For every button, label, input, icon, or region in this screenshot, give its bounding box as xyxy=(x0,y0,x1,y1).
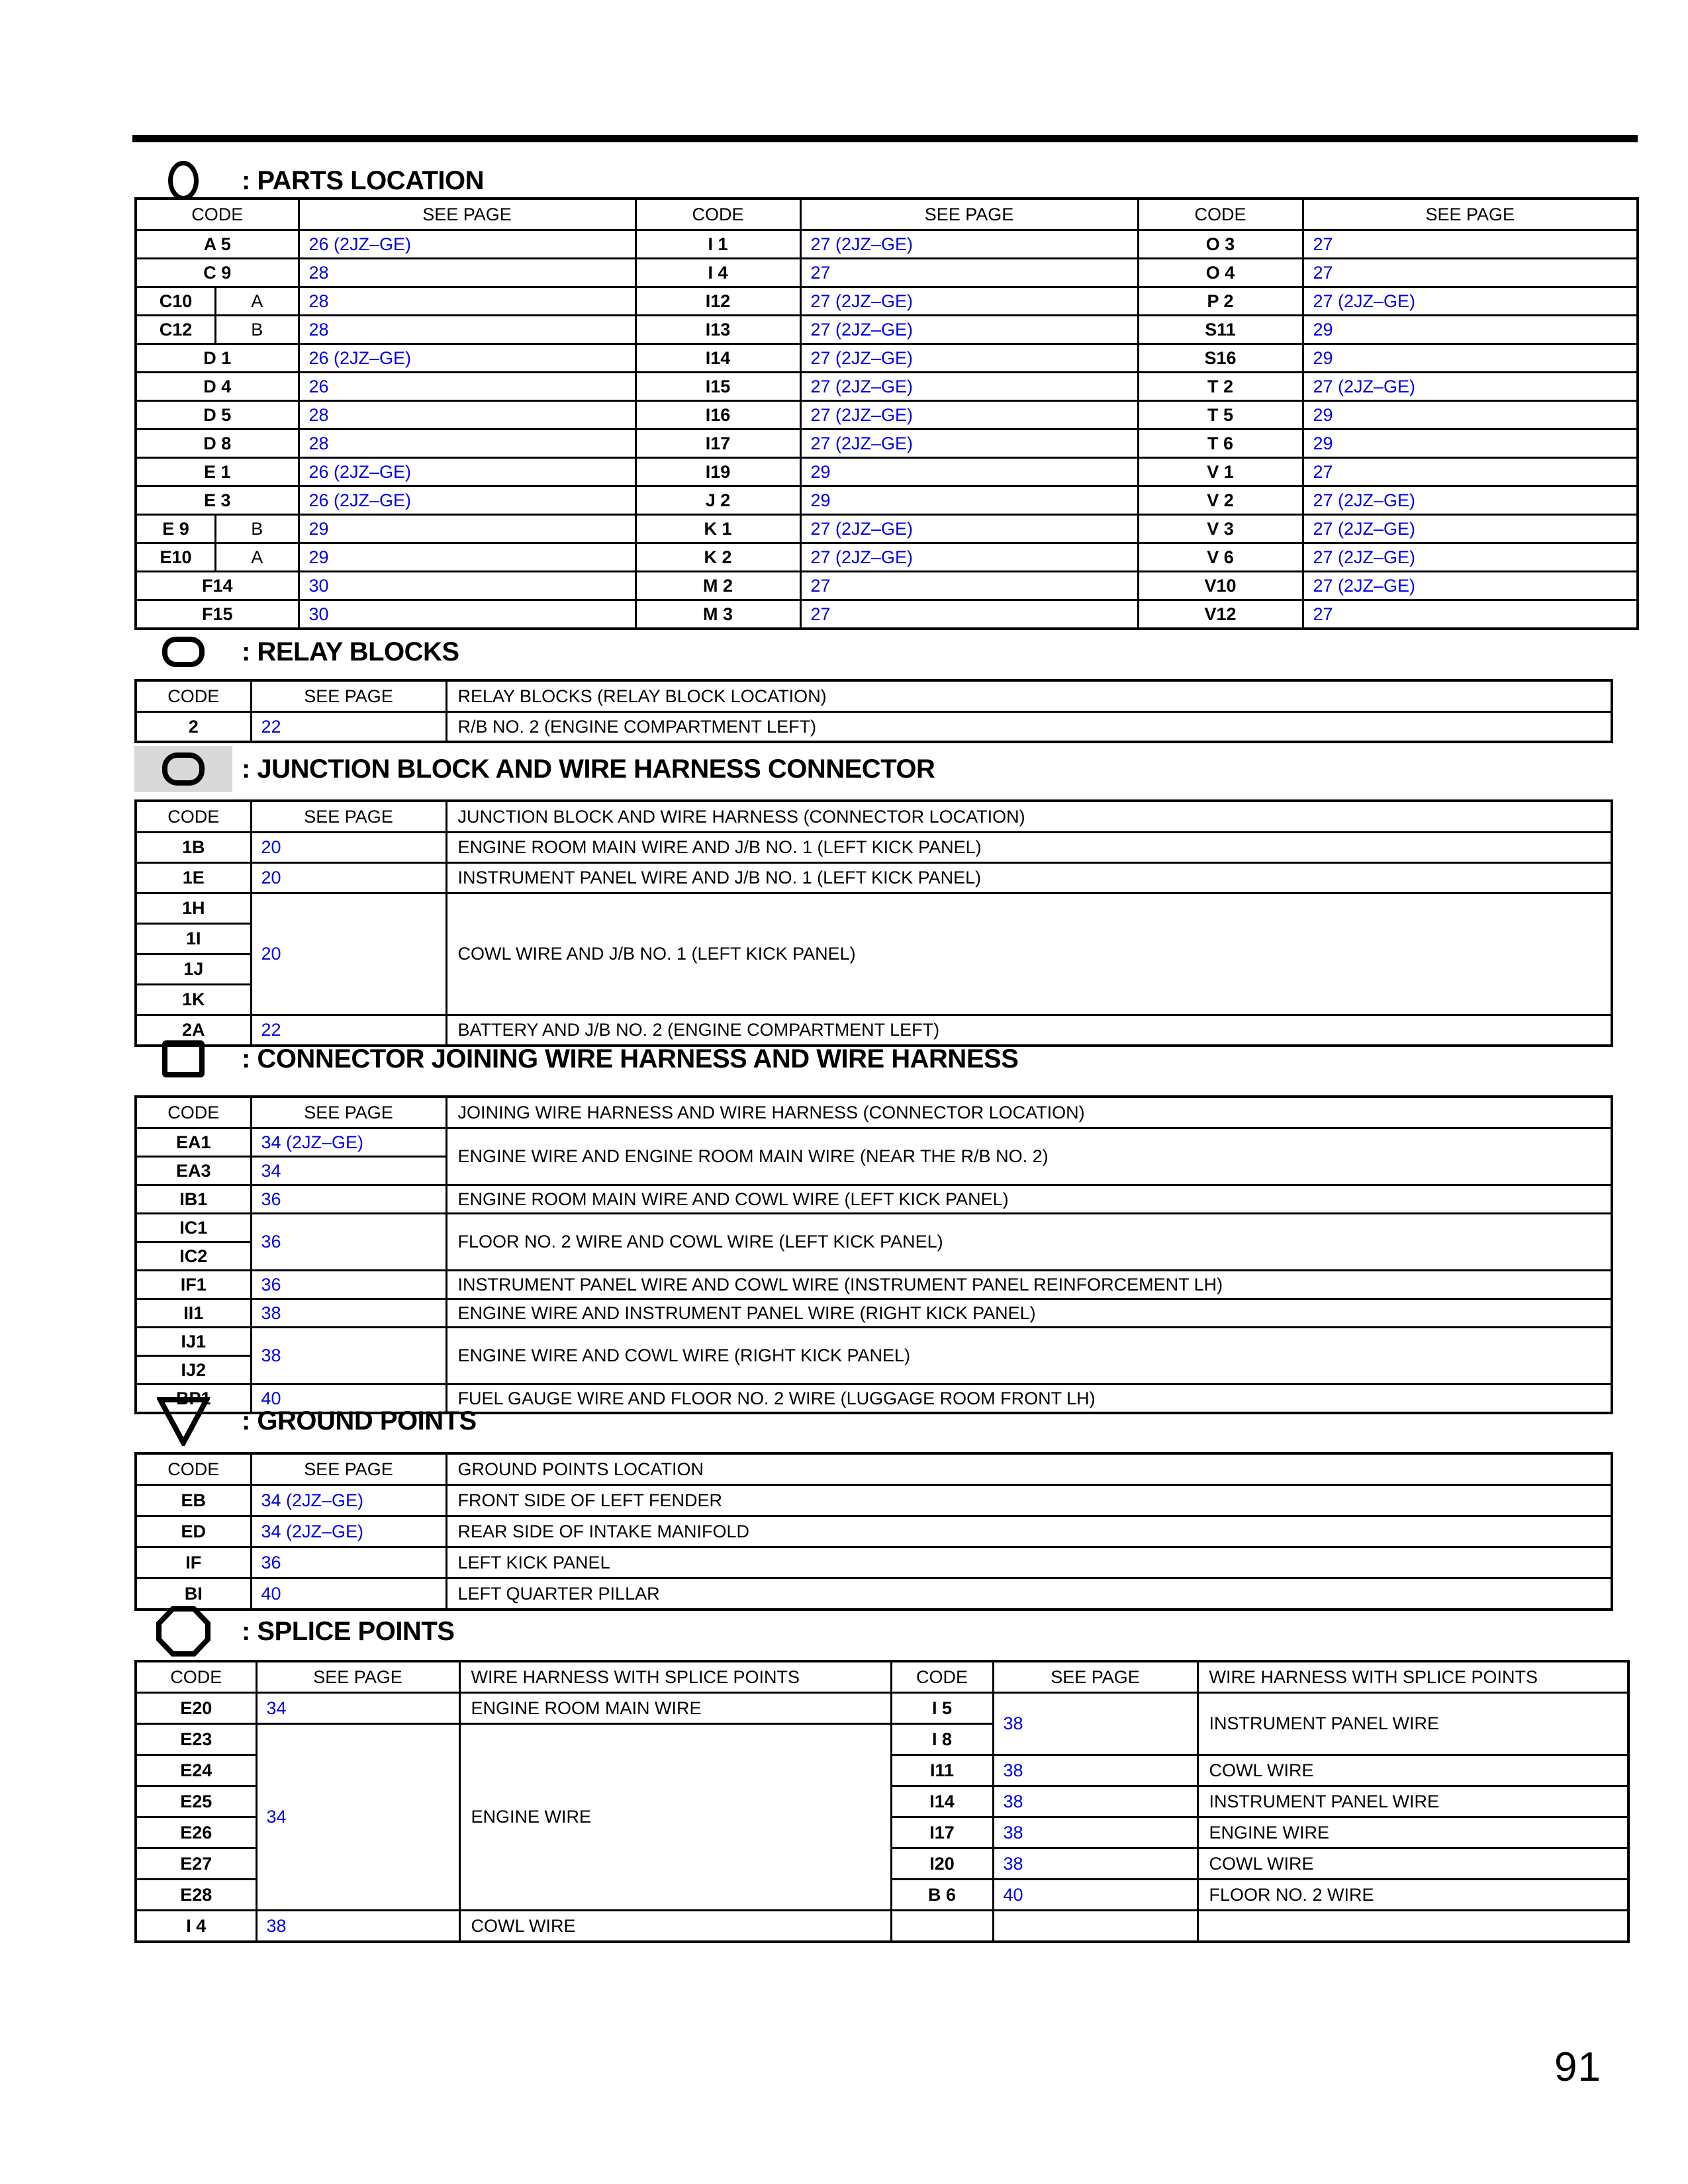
code-cell xyxy=(136,515,299,543)
code-cell: BI xyxy=(136,1578,251,1610)
see-page-cell[interactable]: 29 xyxy=(1303,430,1638,458)
see-page-cell[interactable]: 34 (2JZ–GE) xyxy=(251,1485,446,1516)
code-cell: B 6 xyxy=(891,1880,993,1911)
description-cell: FUEL GAUGE WIRE AND FLOOR NO. 2 WIRE (LUGGAGE ROOM FRONT LH) xyxy=(446,1385,1612,1414)
table-header-row xyxy=(136,801,1612,833)
table-row xyxy=(136,1128,1612,1157)
section-ground-points xyxy=(134,1396,477,1446)
see-page-cell[interactable]: 30 xyxy=(299,572,635,600)
table-row xyxy=(136,401,1638,430)
section-title-relay-blocks: : RELAY BLOCKS xyxy=(242,637,459,666)
code-cell: C 9 xyxy=(136,259,299,287)
table-row xyxy=(136,458,1638,486)
see-page-cell[interactable]: 34 xyxy=(256,1724,459,1911)
table-row xyxy=(136,1299,1612,1328)
code-cell: I 8 xyxy=(891,1724,993,1755)
see-page-cell[interactable]: 27 (2JZ–GE) xyxy=(800,316,1138,344)
code-cell: E 1 xyxy=(136,458,299,486)
see-page-cell[interactable]: 22 xyxy=(251,712,446,743)
column-header: SEE PAGE xyxy=(299,199,635,230)
code-cell: I14 xyxy=(635,344,800,373)
table-row xyxy=(136,373,1638,401)
code-cell: 2A xyxy=(136,1015,251,1046)
relay-blocks-table xyxy=(134,679,1613,743)
code-letter-split xyxy=(137,316,298,343)
code-cell: F15 xyxy=(136,600,299,629)
see-page-cell[interactable]: 27 xyxy=(1303,259,1638,287)
code-cell: IF1 xyxy=(136,1271,251,1299)
description-cell: LEFT QUARTER PILLAR xyxy=(446,1578,1612,1610)
code-cell: EA1 xyxy=(136,1128,251,1157)
description-cell: LEFT KICK PANEL xyxy=(446,1547,1612,1578)
ground-points-table xyxy=(134,1452,1613,1611)
see-page-cell[interactable]: 28 xyxy=(299,316,635,344)
code-cell xyxy=(136,316,299,344)
table-header-row xyxy=(136,199,1638,230)
table-row xyxy=(136,259,1638,287)
splice-points-table xyxy=(134,1660,1630,1943)
see-page-cell[interactable]: 26 (2JZ–GE) xyxy=(299,344,635,373)
column-header: SEE PAGE xyxy=(800,199,1138,230)
see-page-cell[interactable]: 38 xyxy=(993,1755,1197,1786)
see-page-cell[interactable]: 27 (2JZ–GE) xyxy=(1303,543,1638,572)
code-cell: E 3 xyxy=(136,486,299,515)
code-label: C12 xyxy=(159,319,193,340)
top-rule xyxy=(132,135,1638,142)
column-header: JUNCTION BLOCK AND WIRE HARNESS (CONNECTOR LOCATION) xyxy=(446,801,1612,833)
table-row xyxy=(136,1185,1612,1214)
description-cell: REAR SIDE OF INTAKE MANIFOLD xyxy=(446,1516,1612,1547)
code-cell: I 4 xyxy=(635,259,800,287)
rounded-square-icon xyxy=(134,637,232,667)
parts-location-table xyxy=(134,197,1639,630)
see-page-cell[interactable]: 34 xyxy=(256,1693,459,1724)
code-cell: S11 xyxy=(1138,316,1303,344)
code-cell: IC1 xyxy=(136,1214,251,1242)
code-sub-letter: B xyxy=(214,316,298,343)
description-cell: COWL WIRE AND J/B NO. 1 (LEFT KICK PANEL) xyxy=(446,893,1612,1015)
see-page-cell[interactable]: 27 (2JZ–GE) xyxy=(800,515,1138,543)
see-page-cell[interactable]: 20 xyxy=(251,863,446,893)
code-cell: 2 xyxy=(136,712,251,743)
see-page-cell[interactable]: 38 xyxy=(993,1848,1197,1880)
see-page-cell[interactable]: 38 xyxy=(993,1693,1197,1755)
code-cell: E28 xyxy=(136,1880,256,1911)
see-page-cell[interactable]: 27 xyxy=(800,572,1138,600)
table-row xyxy=(136,1516,1612,1547)
column-header: SEE PAGE xyxy=(251,1097,446,1128)
table-row xyxy=(136,316,1638,344)
section-parts-location xyxy=(134,161,484,201)
table-row xyxy=(136,543,1638,572)
description-cell: ENGINE WIRE AND COWL WIRE (RIGHT KICK PANEL) xyxy=(446,1328,1612,1385)
code-cell: I 5 xyxy=(891,1693,993,1724)
column-header: CODE xyxy=(136,1097,251,1128)
code-cell: ED xyxy=(136,1516,251,1547)
table-row xyxy=(136,1547,1612,1578)
description-cell: FLOOR NO. 2 WIRE xyxy=(1197,1880,1628,1911)
code-cell: IC2 xyxy=(136,1242,251,1271)
description-cell: INSTRUMENT PANEL WIRE xyxy=(1197,1786,1628,1817)
table-row xyxy=(136,712,1612,743)
table-row xyxy=(136,833,1612,863)
code-cell: I16 xyxy=(635,401,800,430)
see-page-cell[interactable]: 28 xyxy=(299,401,635,430)
code-sub-letter: A xyxy=(214,288,298,314)
section-title-junction-block: : JUNCTION BLOCK AND WIRE HARNESS CONNECTOR xyxy=(242,754,935,784)
code-cell: E25 xyxy=(136,1786,256,1817)
description-cell: INSTRUMENT PANEL WIRE AND J/B NO. 1 (LEFT KICK PANEL) xyxy=(446,863,1612,893)
column-header: RELAY BLOCKS (RELAY BLOCK LOCATION) xyxy=(446,680,1612,712)
table-row xyxy=(136,515,1638,543)
rounded-square-shaded-icon xyxy=(134,746,232,792)
code-cell: 1E xyxy=(136,863,251,893)
column-header: WIRE HARNESS WITH SPLICE POINTS xyxy=(459,1661,891,1693)
table-row xyxy=(136,600,1638,629)
octagon-icon xyxy=(134,1606,232,1657)
code-cell xyxy=(891,1911,993,1942)
code-cell: T 5 xyxy=(1138,401,1303,430)
code-cell: D 5 xyxy=(136,401,299,430)
table-header-row xyxy=(136,1097,1612,1128)
see-page-cell[interactable]: 27 (2JZ–GE) xyxy=(1303,486,1638,515)
code-cell: S16 xyxy=(1138,344,1303,373)
code-cell: IJ2 xyxy=(136,1356,251,1385)
description-cell: ENGINE ROOM MAIN WIRE xyxy=(459,1693,891,1724)
circle-icon xyxy=(134,161,232,201)
code-label: E 9 xyxy=(162,518,189,539)
description-cell: ENGINE WIRE xyxy=(1197,1817,1628,1848)
code-label: C10 xyxy=(159,291,193,311)
column-header: JOINING WIRE HARNESS AND WIRE HARNESS (CONNECTOR LOCATION) xyxy=(446,1097,1612,1128)
description-cell: ENGINE WIRE AND ENGINE ROOM MAIN WIRE (NEAR THE R/B NO. 2) xyxy=(446,1128,1612,1185)
code-cell: F14 xyxy=(136,572,299,600)
code-letter-split xyxy=(137,544,298,570)
description-cell: INSTRUMENT PANEL WIRE xyxy=(1197,1693,1628,1755)
code-cell: D 1 xyxy=(136,344,299,373)
description-cell: R/B NO. 2 (ENGINE COMPARTMENT LEFT) xyxy=(446,712,1612,743)
code-cell: P 2 xyxy=(1138,287,1303,316)
description-cell: COWL WIRE xyxy=(1197,1848,1628,1880)
see-page-cell[interactable]: 27 (2JZ–GE) xyxy=(800,543,1138,572)
code-cell: E24 xyxy=(136,1755,256,1786)
code-cell: I15 xyxy=(635,373,800,401)
code-cell: V 1 xyxy=(1138,458,1303,486)
code-cell: I14 xyxy=(891,1786,993,1817)
table-row xyxy=(136,230,1638,259)
code-cell: 1I xyxy=(136,924,251,954)
column-header: CODE xyxy=(635,199,800,230)
code-cell: I12 xyxy=(635,287,800,316)
column-header: GROUND POINTS LOCATION xyxy=(446,1453,1612,1485)
see-page-cell[interactable]: 27 (2JZ–GE) xyxy=(1303,287,1638,316)
table-row xyxy=(136,893,1612,924)
column-header: WIRE HARNESS WITH SPLICE POINTS xyxy=(1197,1661,1628,1693)
see-page-cell[interactable]: 36 xyxy=(251,1214,446,1271)
description-cell: ENGINE ROOM MAIN WIRE AND COWL WIRE (LEFT KICK PANEL) xyxy=(446,1185,1612,1214)
column-header: SEE PAGE xyxy=(251,801,446,833)
code-cell: I20 xyxy=(891,1848,993,1880)
see-page-cell[interactable]: 27 xyxy=(800,259,1138,287)
column-header: CODE xyxy=(136,801,251,833)
table-row xyxy=(136,430,1638,458)
description-cell: COWL WIRE xyxy=(459,1911,891,1942)
description-cell: COWL WIRE xyxy=(1197,1755,1628,1786)
column-header: CODE xyxy=(136,1453,251,1485)
code-sub-letter: A xyxy=(214,544,298,570)
table-row xyxy=(136,486,1638,515)
code-cell: IB1 xyxy=(136,1185,251,1214)
see-page-cell[interactable]: 26 (2JZ–GE) xyxy=(299,230,635,259)
table-row xyxy=(136,1271,1612,1299)
code-cell: II1 xyxy=(136,1299,251,1328)
code-cell: V12 xyxy=(1138,600,1303,629)
table-row xyxy=(136,1911,1628,1942)
table-row xyxy=(136,344,1638,373)
table-row xyxy=(136,1214,1612,1242)
see-page-cell[interactable]: 20 xyxy=(251,833,446,863)
section-junction-block xyxy=(134,746,935,792)
column-header: CODE xyxy=(891,1661,993,1693)
see-page-cell[interactable]: 34 xyxy=(251,1157,446,1185)
see-page-cell xyxy=(993,1911,1197,1942)
code-cell: J 2 xyxy=(635,486,800,515)
code-cell: E27 xyxy=(136,1848,256,1880)
column-header: CODE xyxy=(136,680,251,712)
see-page-cell[interactable]: 29 xyxy=(1303,316,1638,344)
table-header-row xyxy=(136,1661,1628,1693)
code-cell: EA3 xyxy=(136,1157,251,1185)
code-cell: V10 xyxy=(1138,572,1303,600)
column-header: SEE PAGE xyxy=(251,680,446,712)
see-page-cell[interactable]: 29 xyxy=(800,458,1138,486)
see-page-cell[interactable]: 34 (2JZ–GE) xyxy=(251,1128,446,1157)
column-header: CODE xyxy=(136,1661,256,1693)
code-cell: EB xyxy=(136,1485,251,1516)
code-letter-split xyxy=(137,516,298,542)
section-relay-blocks xyxy=(134,637,459,667)
see-page-cell[interactable]: 36 xyxy=(251,1547,446,1578)
see-page-cell[interactable]: 27 (2JZ–GE) xyxy=(800,401,1138,430)
code-cell: D 4 xyxy=(136,373,299,401)
table-row xyxy=(136,287,1638,316)
see-page-cell[interactable]: 29 xyxy=(299,543,635,572)
see-page-cell[interactable]: 28 xyxy=(299,287,635,316)
code-cell: K 2 xyxy=(635,543,800,572)
see-page-cell[interactable]: 27 xyxy=(1303,230,1638,259)
see-page-cell[interactable]: 20 xyxy=(251,893,446,1015)
code-cell: D 8 xyxy=(136,430,299,458)
junction-block-table xyxy=(134,799,1613,1047)
code-cell: IJ1 xyxy=(136,1328,251,1356)
description-cell: INSTRUMENT PANEL WIRE AND COWL WIRE (INSTRUMENT PANEL REINFORCEMENT LH) xyxy=(446,1271,1612,1299)
see-page-cell[interactable]: 22 xyxy=(251,1015,446,1046)
see-page-cell[interactable]: 28 xyxy=(299,430,635,458)
description-cell xyxy=(1197,1911,1628,1942)
table-row xyxy=(136,863,1612,893)
code-cell: BP1 xyxy=(136,1385,251,1414)
see-page-cell[interactable]: 27 (2JZ–GE) xyxy=(800,287,1138,316)
see-page-cell[interactable]: 34 (2JZ–GE) xyxy=(251,1516,446,1547)
column-header: SEE PAGE xyxy=(251,1453,446,1485)
section-connector-joining xyxy=(134,1040,1018,1077)
section-title-ground-points: : GROUND POINTS xyxy=(242,1406,477,1435)
code-cell: M 3 xyxy=(635,600,800,629)
section-title-splice-points: : SPLICE POINTS xyxy=(242,1616,455,1646)
code-cell: T 6 xyxy=(1138,430,1303,458)
see-page-cell[interactable]: 38 xyxy=(993,1817,1197,1848)
square-icon xyxy=(134,1040,232,1077)
see-page-cell[interactable]: 29 xyxy=(299,515,635,543)
see-page-cell[interactable]: 26 xyxy=(299,373,635,401)
column-header: CODE xyxy=(136,199,299,230)
see-page-cell[interactable]: 40 xyxy=(251,1578,446,1610)
column-header: CODE xyxy=(1138,199,1303,230)
see-page-cell[interactable]: 27 xyxy=(1303,458,1638,486)
code-cell: I 4 xyxy=(136,1911,256,1942)
code-cell: 1J xyxy=(136,954,251,985)
code-cell: V 6 xyxy=(1138,543,1303,572)
code-cell: E23 xyxy=(136,1724,256,1755)
see-page-cell[interactable]: 27 (2JZ–GE) xyxy=(1303,373,1638,401)
see-page-cell[interactable]: 38 xyxy=(251,1299,446,1328)
code-cell: I19 xyxy=(635,458,800,486)
section-title-parts-location: : PARTS LOCATION xyxy=(242,165,485,195)
code-cell: K 1 xyxy=(635,515,800,543)
code-cell: V 3 xyxy=(1138,515,1303,543)
see-page-cell[interactable]: 26 (2JZ–GE) xyxy=(299,486,635,515)
see-page-cell[interactable]: 27 (2JZ–GE) xyxy=(800,430,1138,458)
see-page-cell[interactable]: 38 xyxy=(251,1328,446,1385)
description-cell: FLOOR NO. 2 WIRE AND COWL WIRE (LEFT KICK PANEL) xyxy=(446,1214,1612,1271)
see-page-cell[interactable]: 27 (2JZ–GE) xyxy=(1303,515,1638,543)
description-cell: BATTERY AND J/B NO. 2 (ENGINE COMPARTMENT LEFT) xyxy=(446,1015,1612,1046)
see-page-cell[interactable]: 27 (2JZ–GE) xyxy=(1303,572,1638,600)
see-page-cell[interactable]: 40 xyxy=(251,1385,446,1414)
see-page-cell[interactable]: 29 xyxy=(800,486,1138,515)
table-row xyxy=(136,1693,1628,1724)
see-page-cell[interactable]: 28 xyxy=(299,259,635,287)
code-cell: I 1 xyxy=(635,230,800,259)
see-page-cell[interactable]: 29 xyxy=(1303,344,1638,373)
see-page-cell[interactable]: 26 (2JZ–GE) xyxy=(299,458,635,486)
code-cell: I13 xyxy=(635,316,800,344)
table-row xyxy=(136,572,1638,600)
see-page-cell[interactable]: 27 (2JZ–GE) xyxy=(800,230,1138,259)
table-row xyxy=(136,1578,1612,1610)
code-label: E10 xyxy=(160,547,192,567)
see-page-cell[interactable]: 30 xyxy=(299,600,635,629)
table-row xyxy=(136,1328,1612,1356)
table-row xyxy=(136,1485,1612,1516)
table-header-row xyxy=(136,680,1612,712)
description-cell: ENGINE WIRE xyxy=(459,1724,891,1911)
code-cell: I11 xyxy=(891,1755,993,1786)
code-cell: I17 xyxy=(891,1817,993,1848)
description-cell: FRONT SIDE OF LEFT FENDER xyxy=(446,1485,1612,1516)
code-cell: M 2 xyxy=(635,572,800,600)
code-cell: 1K xyxy=(136,985,251,1015)
code-cell xyxy=(136,543,299,572)
section-splice-points xyxy=(134,1606,454,1657)
code-cell: 1H xyxy=(136,893,251,924)
see-page-cell[interactable]: 27 xyxy=(800,600,1138,629)
code-cell: IF xyxy=(136,1547,251,1578)
see-page-cell[interactable]: 27 (2JZ–GE) xyxy=(800,344,1138,373)
code-cell: A 5 xyxy=(136,230,299,259)
description-cell: ENGINE ROOM MAIN WIRE AND J/B NO. 1 (LEFT KICK PANEL) xyxy=(446,833,1612,863)
column-header: SEE PAGE xyxy=(1303,199,1638,230)
description-cell: ENGINE WIRE AND INSTRUMENT PANEL WIRE (RIGHT KICK PANEL) xyxy=(446,1299,1612,1328)
see-page-cell[interactable]: 29 xyxy=(1303,401,1638,430)
triangle-down-icon xyxy=(134,1396,232,1446)
see-page-cell[interactable]: 38 xyxy=(993,1786,1197,1817)
table-header-row xyxy=(136,1453,1612,1485)
code-cell: T 2 xyxy=(1138,373,1303,401)
code-cell xyxy=(136,287,299,316)
see-page-cell[interactable]: 40 xyxy=(993,1880,1197,1911)
code-cell: V 2 xyxy=(1138,486,1303,515)
code-cell: 1B xyxy=(136,833,251,863)
see-page-cell[interactable]: 36 xyxy=(251,1185,446,1214)
connector-joining-table xyxy=(134,1095,1613,1414)
column-header: SEE PAGE xyxy=(256,1661,459,1693)
code-cell: E20 xyxy=(136,1693,256,1724)
code-cell: O 4 xyxy=(1138,259,1303,287)
see-page-cell[interactable]: 27 (2JZ–GE) xyxy=(800,373,1138,401)
code-cell: E26 xyxy=(136,1817,256,1848)
code-cell: O 3 xyxy=(1138,230,1303,259)
code-letter-split xyxy=(137,288,298,314)
see-page-cell[interactable]: 27 xyxy=(1303,600,1638,629)
page-number: 91 xyxy=(1554,2044,1601,2090)
column-header: SEE PAGE xyxy=(993,1661,1197,1693)
see-page-cell[interactable]: 38 xyxy=(256,1911,459,1942)
code-sub-letter: B xyxy=(214,516,298,542)
code-cell: I17 xyxy=(635,430,800,458)
see-page-cell[interactable]: 36 xyxy=(251,1271,446,1299)
section-title-connector-joining: : CONNECTOR JOINING WIRE HARNESS AND WIRE HARNESS xyxy=(242,1044,1019,1073)
